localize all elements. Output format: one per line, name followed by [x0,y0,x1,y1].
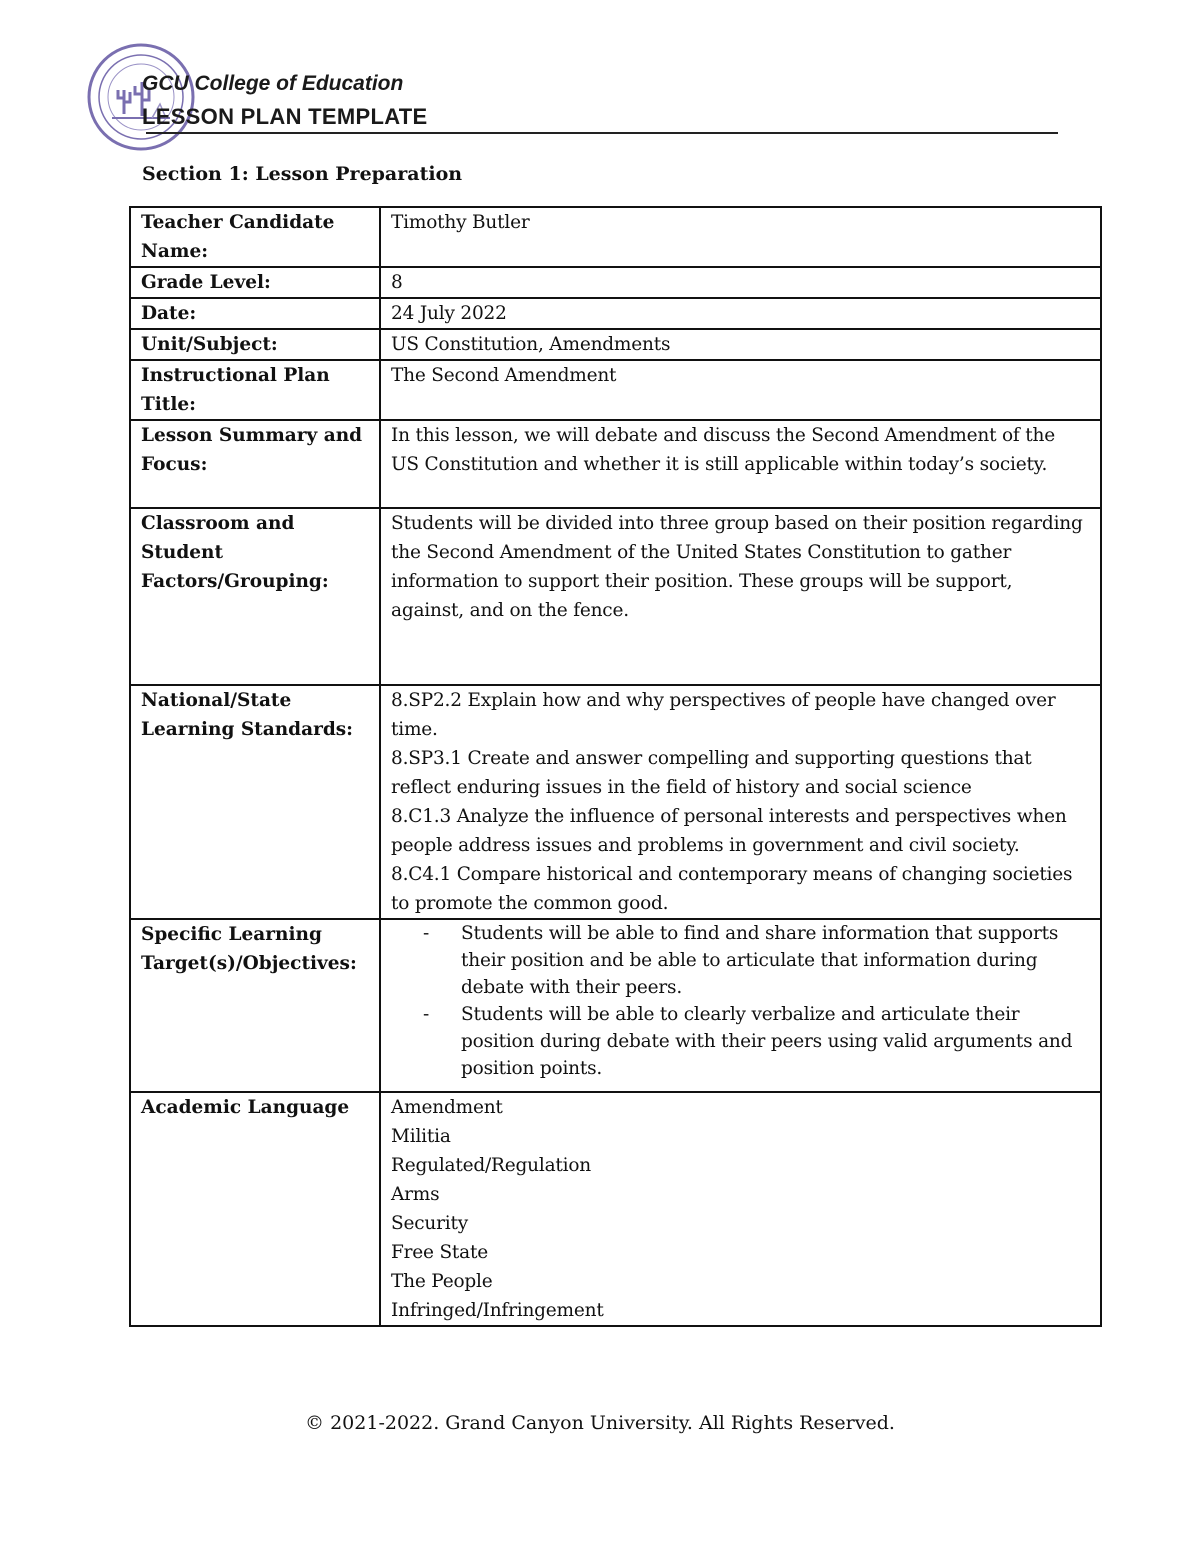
term: The People [391,1271,493,1292]
term: Amendment [391,1097,503,1118]
standard-line: to promote the common good. [391,893,669,914]
term: Infringed/Infringement [391,1300,604,1321]
label-text: Learning Standards: [141,719,354,740]
grade-label: Grade Level: [130,267,380,298]
grade-value: 8 [380,267,1101,298]
label-text: Classroom and [141,513,295,534]
bullet-dash: - [423,1004,430,1025]
standards-label [130,685,380,919]
summary-value [380,420,1101,508]
academic-language-terms [380,1092,1101,1326]
date-label: Date: [130,298,380,329]
objective-text: their position and be able to articulate that information during [461,950,1038,971]
standards-value [380,685,1101,919]
university-seal-icon [86,42,196,152]
value-text: against, and on the fence. [391,600,629,621]
summary-label [130,420,380,508]
label-text: Focus: [141,454,208,475]
term: Security [391,1213,468,1234]
table-row-academic-language [130,1092,1101,1326]
grouping-label [130,508,380,685]
label-text: Student [141,542,224,563]
term: Arms [391,1184,440,1205]
standard-line: time. [391,719,438,740]
bullet-dash: - [423,923,430,944]
term: Militia [391,1126,451,1147]
table-row-objectives [130,919,1101,1092]
objectives-list [391,920,1090,1082]
objective-text: debate with their peers. [461,977,683,998]
label-text: Teacher Candidate [141,212,335,233]
plan-title-value: The Second Amendment [380,360,1101,420]
college-name: GCU College of Education [142,72,404,95]
plan-title-label [130,360,380,420]
teacher-label [130,207,380,267]
teacher-name: Timothy Butler [380,207,1101,267]
label-text: Lesson Summary and [141,425,363,446]
value-text: Students will be divided into three group based on their position regarding [391,513,1083,534]
list-item [423,1001,1090,1082]
value-text: US Constitution and whether it is still applicable within today’s society. [391,454,1048,475]
table-row-unit [130,329,1101,360]
label-text: National/State [141,690,292,711]
table-row-standards [130,685,1101,919]
label-text: Specific Learning [141,924,322,945]
table-row-teacher [130,207,1101,267]
standard-line: 8.C4.1 Compare historical and contemporary means of changing societies [391,864,1073,885]
table-row-plan-title [130,360,1101,420]
copyright-footer: © 2021-2022. Grand Canyon University. All Rights Reserved. [305,1412,895,1434]
lesson-preparation-table [129,206,1102,1327]
label-text: Factors/Grouping: [141,571,329,592]
objective-text: Students will be able to clearly verbalize and articulate their [461,1004,1020,1025]
standard-line: 8.SP2.2 Explain how and why perspectives of people have changed over [391,690,1056,711]
date-value: 24 July 2022 [380,298,1101,329]
grouping-value [380,508,1101,685]
objective-text: position during debate with their peers using valid arguments and [461,1031,1073,1052]
standard-line: 8.C1.3 Analyze the influence of personal interests and perspectives when [391,806,1067,827]
objectives-label [130,919,380,1092]
unit-value: US Constitution, Amendments [380,329,1101,360]
document-title: LESSON PLAN TEMPLATE [142,104,428,129]
label-text: Name: [141,241,209,262]
table-row-grade [130,267,1101,298]
page-header [86,42,1058,152]
label-text: Title: [141,394,196,415]
value-text: the Second Amendment of the United States Constitution to gather [391,542,1012,563]
academic-language-label: Academic Language [130,1092,380,1326]
unit-label: Unit/Subject: [130,329,380,360]
label-text: Instructional Plan [141,365,330,386]
header-divider [146,132,1058,134]
standard-line: people address issues and problems in government and civil society. [391,835,1020,856]
label-text: Target(s)/Objectives: [141,953,357,974]
value-text: information to support their position. These groups will be support, [391,571,1013,592]
standard-line: reflect enduring issues in the field of history and social science [391,777,972,798]
list-item [423,920,1090,1001]
objective-text: position points. [461,1058,603,1079]
table-row-summary [130,420,1101,508]
table-row-grouping [130,508,1101,685]
section-title: Section 1: Lesson Preparation [142,163,463,185]
objectives-value [380,919,1101,1092]
term: Regulated/Regulation [391,1155,592,1176]
value-text: In this lesson, we will debate and discuss the Second Amendment of the [391,425,1055,446]
standard-line: 8.SP3.1 Create and answer compelling and supporting questions that [391,748,1032,769]
table-row-date [130,298,1101,329]
term: Free State [391,1242,488,1263]
objective-text: Students will be able to find and share information that supports [461,923,1059,944]
